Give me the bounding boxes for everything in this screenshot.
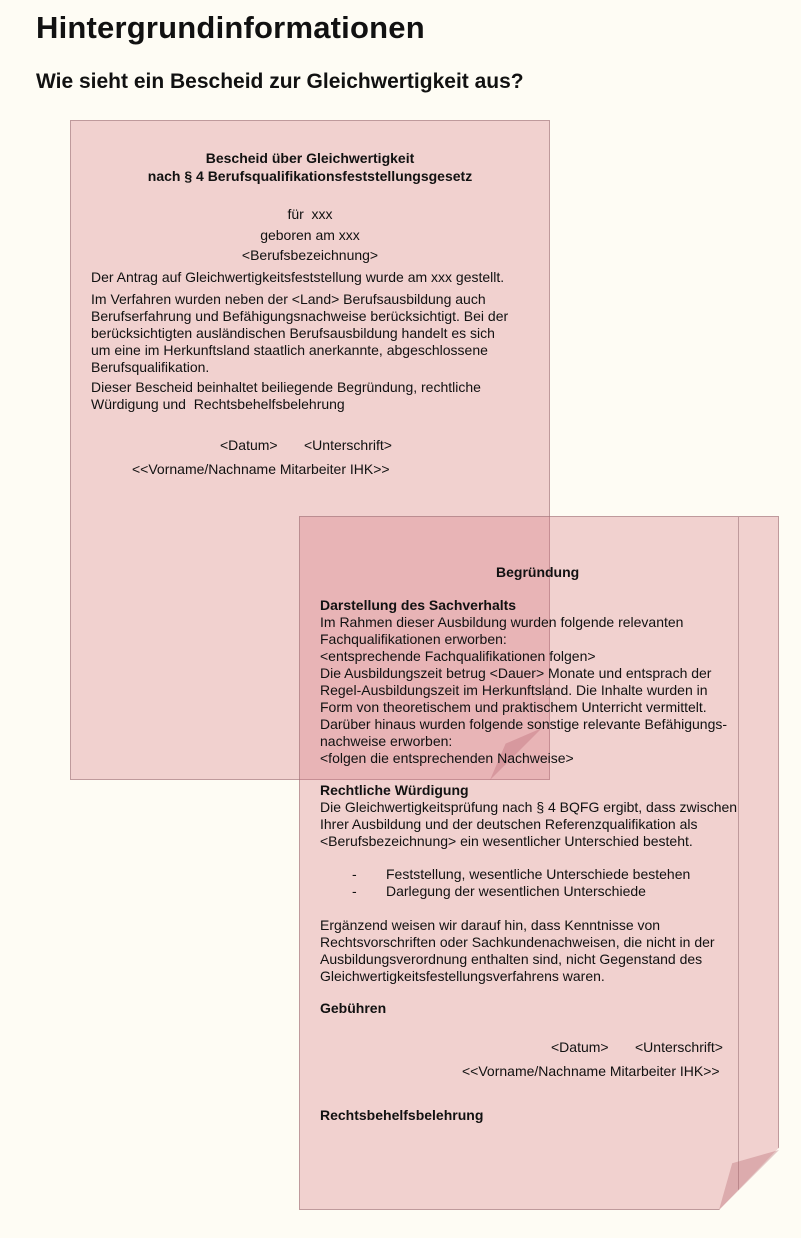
text-line: Rechtsvorschriften oder Sachkundenachweisen, die nicht in der [320, 934, 715, 950]
text-line: Fachqualifikationen erworben: [320, 631, 507, 647]
text-line: Die Ausbildungszeit betrug <Dauer> Monate und entsprach der [320, 665, 712, 681]
text-line: um eine im Herkunftsland staatlich anerkannte, abgeschlossene [91, 342, 488, 358]
page-subtitle: Wie sieht ein Bescheid zur Gleichwertigkeit aus? [36, 70, 524, 93]
text-line: Die Gleichwertigkeitsprüfung nach § 4 BQFG ergibt, dass zwischen [320, 799, 738, 815]
gebuehren-heading: Gebühren [320, 1000, 387, 1016]
begruendung-mitarbeiter-name: <<Vorname/Nachname Mitarbeiter IHK>> [462, 1063, 720, 1079]
begruendung-datum: <Datum> [551, 1039, 609, 1055]
text-line: Würdigung und Rechtsbehelfsbelehrung [91, 396, 345, 412]
begruendung-unterschrift: <Unterschrift> [635, 1039, 723, 1055]
bescheid-berufsbezeichnung: <Berufsbezeichnung> [241, 247, 379, 263]
bescheid-heading-line2: nach § 4 Berufsqualifikationsfeststellungsgesetz [147, 168, 473, 184]
text-line: Ausbildungsverordnung enthalten sind, nicht Gegenstand des [320, 951, 703, 967]
text-line: Dieser Bescheid beinhaltet beiliegende Begründung, rechtliche [91, 379, 481, 395]
list-item: Darlegung der wesentlichen Unterschiede [386, 883, 646, 899]
text-line: Im Rahmen dieser Ausbildung wurden folgende relevanten [320, 614, 684, 630]
page-fold-line [738, 517, 739, 1209]
bescheid-heading-line1: Bescheid über Gleichwertigkeit [205, 150, 415, 166]
sachverhalt-heading: Darstellung des Sachverhalts [320, 597, 517, 613]
rechtsbehelf-heading: Rechtsbehelfsbelehrung [320, 1107, 484, 1123]
text-line: Form von theoretischem und praktischem Unterricht vermittelt. [320, 699, 707, 715]
text-line: Ihrer Ausbildung und der deutschen Referenzqualifikation als [320, 816, 698, 832]
wuerdigung-heading: Rechtliche Würdigung [320, 782, 469, 798]
text-line: Darüber hinaus wurden folgende sonstige relevante Befähigungs- [320, 716, 728, 732]
text-line: Ergänzend weisen wir darauf hin, dass Kenntnisse von [320, 917, 661, 933]
bescheid-datum: <Datum> [220, 437, 278, 453]
text-line: Regel-Ausbildungszeit im Herkunftsland. Die Inhalte wurden in [320, 682, 708, 698]
bullet-marker: - [352, 866, 357, 882]
text-line: berücksichtigten ausländischen Berufsausbildung handelt es sich [91, 325, 495, 341]
text-line: Gleichwertigkeitsfestellungsverfahrens waren. [320, 968, 605, 984]
bullet-marker: - [352, 883, 357, 899]
bescheid-antrag-text: Der Antrag auf Gleichwertigkeitsfeststellung wurde am xxx gestellt. [91, 269, 505, 285]
begruendung-title: Begründung [496, 564, 580, 580]
bescheid-unterschrift: <Unterschrift> [304, 437, 392, 453]
list-item: Feststellung, wesentliche Unterschiede bestehen [386, 866, 691, 882]
text-line: nachweise erworben: [320, 733, 453, 749]
text-line: <entsprechende Fachqualifikationen folgen> [320, 648, 596, 664]
bescheid-mitarbeiter-name: <<Vorname/Nachname Mitarbeiter IHK>> [132, 461, 390, 477]
page-title: Hintergrundinformationen [36, 10, 425, 45]
bescheid-geboren: geboren am xxx [260, 227, 360, 243]
bescheid-fuer: für xxx [287, 206, 333, 222]
text-line: Im Verfahren wurden neben der <Land> Berufsausbildung auch [91, 291, 486, 307]
text-line: <folgen die entsprechenden Nachweise> [320, 750, 574, 766]
text-line: <Berufsbezeichnung> ein wesentlicher Unterschied besteht. [320, 833, 693, 849]
text-line: Berufserfahrung und Befähigungsnachweise berücksichtigt. Bei der [91, 308, 509, 324]
text-line: Berufsqualifikation. [91, 359, 210, 375]
